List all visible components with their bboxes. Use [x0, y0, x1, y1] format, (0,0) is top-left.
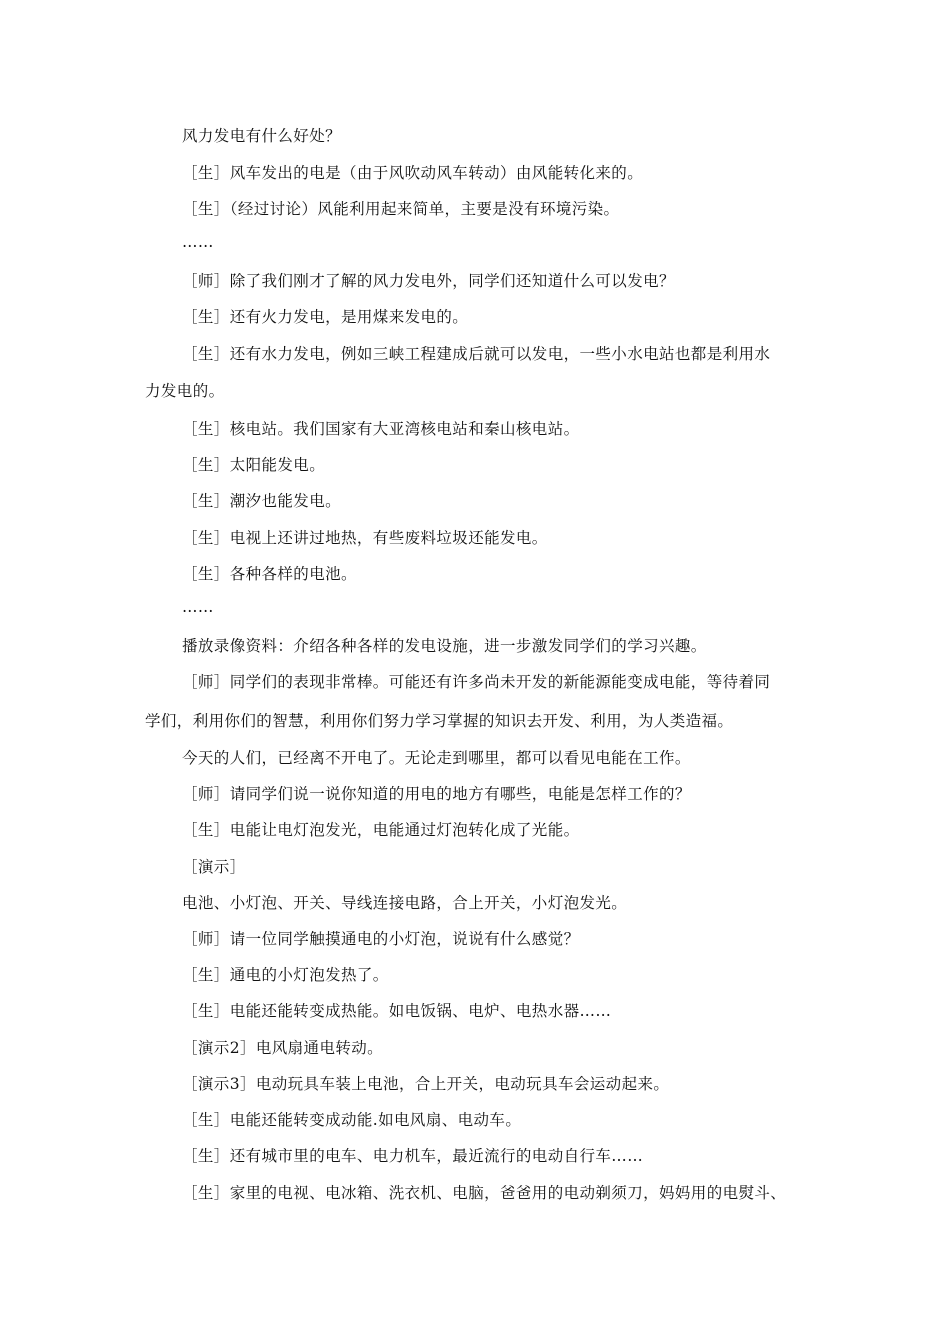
text-line: ［师］除了我们刚才了解的风力发电外，同学们还知道什么可以发电？	[182, 272, 675, 290]
text-line: ［生］还有城市里的电车、电力机车，最近流行的电动自行车……	[182, 1147, 644, 1165]
ellipsis-line: ……	[182, 233, 214, 251]
text-line: ［生］风车发出的电是（由于风吹动风车转动）由风能转化来的。	[182, 164, 644, 182]
text-line: ［生］太阳能发电。	[182, 456, 326, 474]
text-line: ［生］潮汐也能发电。	[182, 492, 342, 510]
text-line: 风力发电有什么好处？	[182, 127, 342, 145]
text-line: 播放录像资料：介绍各种各样的发电设施，进一步激发同学们的学习兴趣。	[182, 637, 707, 655]
text-line: ［师］请同学们说一说你知道的用电的地方有哪些，电能是怎样工作的？	[182, 785, 691, 803]
text-line: ［生］（经过讨论）风能利用起来简单，主要是没有环境污染。	[182, 200, 620, 218]
text-line: ［演示］	[182, 858, 246, 876]
text-line: ［生］各种各样的电池。	[182, 565, 357, 583]
text-line: 电池、小灯泡、开关、导线连接电路，合上开关，小灯泡发光。	[182, 894, 628, 912]
text-line: ［生］电能还能转变成热能。如电饭锅、电炉、电热水器……	[182, 1002, 612, 1020]
text-line: ［演示2］电风扇通电转动。	[182, 1039, 384, 1057]
text-line: ［生］通电的小灯泡发热了。	[182, 966, 389, 984]
text-line: ［师］同学们的表现非常棒。可能还有许多尚未开发的新能源能变成电能，等待着同	[182, 673, 771, 691]
ellipsis-line: ……	[182, 598, 214, 616]
text-line: 学们，利用你们的智慧，利用你们努力学习掌握的知识去开发、利用，为人类造福。	[145, 712, 734, 730]
text-line: ［师］请一位同学触摸通电的小灯泡，说说有什么感觉？	[182, 930, 580, 948]
text-line: ［生］还有火力发电，是用煤来发电的。	[182, 308, 469, 326]
text-line: ［生］核电站。我们国家有大亚湾核电站和秦山核电站。	[182, 420, 580, 438]
text-line: ［生］还有水力发电，例如三峡工程建成后就可以发电，一些小水电站也都是利用水	[182, 345, 771, 363]
text-line: ［生］电能还能转变成动能.如电风扇、电动车。	[182, 1111, 522, 1129]
text-line: 今天的人们，已经离不开电了。无论走到哪里，都可以看见电能在工作。	[182, 749, 691, 767]
text-line: ［生］电能让电灯泡发光，电能通过灯泡转化成了光能。	[182, 821, 580, 839]
text-line: ［演示3］电动玩具车装上电池，合上开关，电动玩具车会运动起来。	[182, 1075, 670, 1093]
text-line: ［生］家里的电视、电冰箱、洗衣机、电脑，爸爸用的电动剃须刀，妈妈用的电熨斗、	[182, 1184, 787, 1202]
text-line: ［生］电视上还讲过地热，有些废料垃圾还能发电。	[182, 529, 548, 547]
text-line: 力发电的。	[145, 382, 225, 400]
